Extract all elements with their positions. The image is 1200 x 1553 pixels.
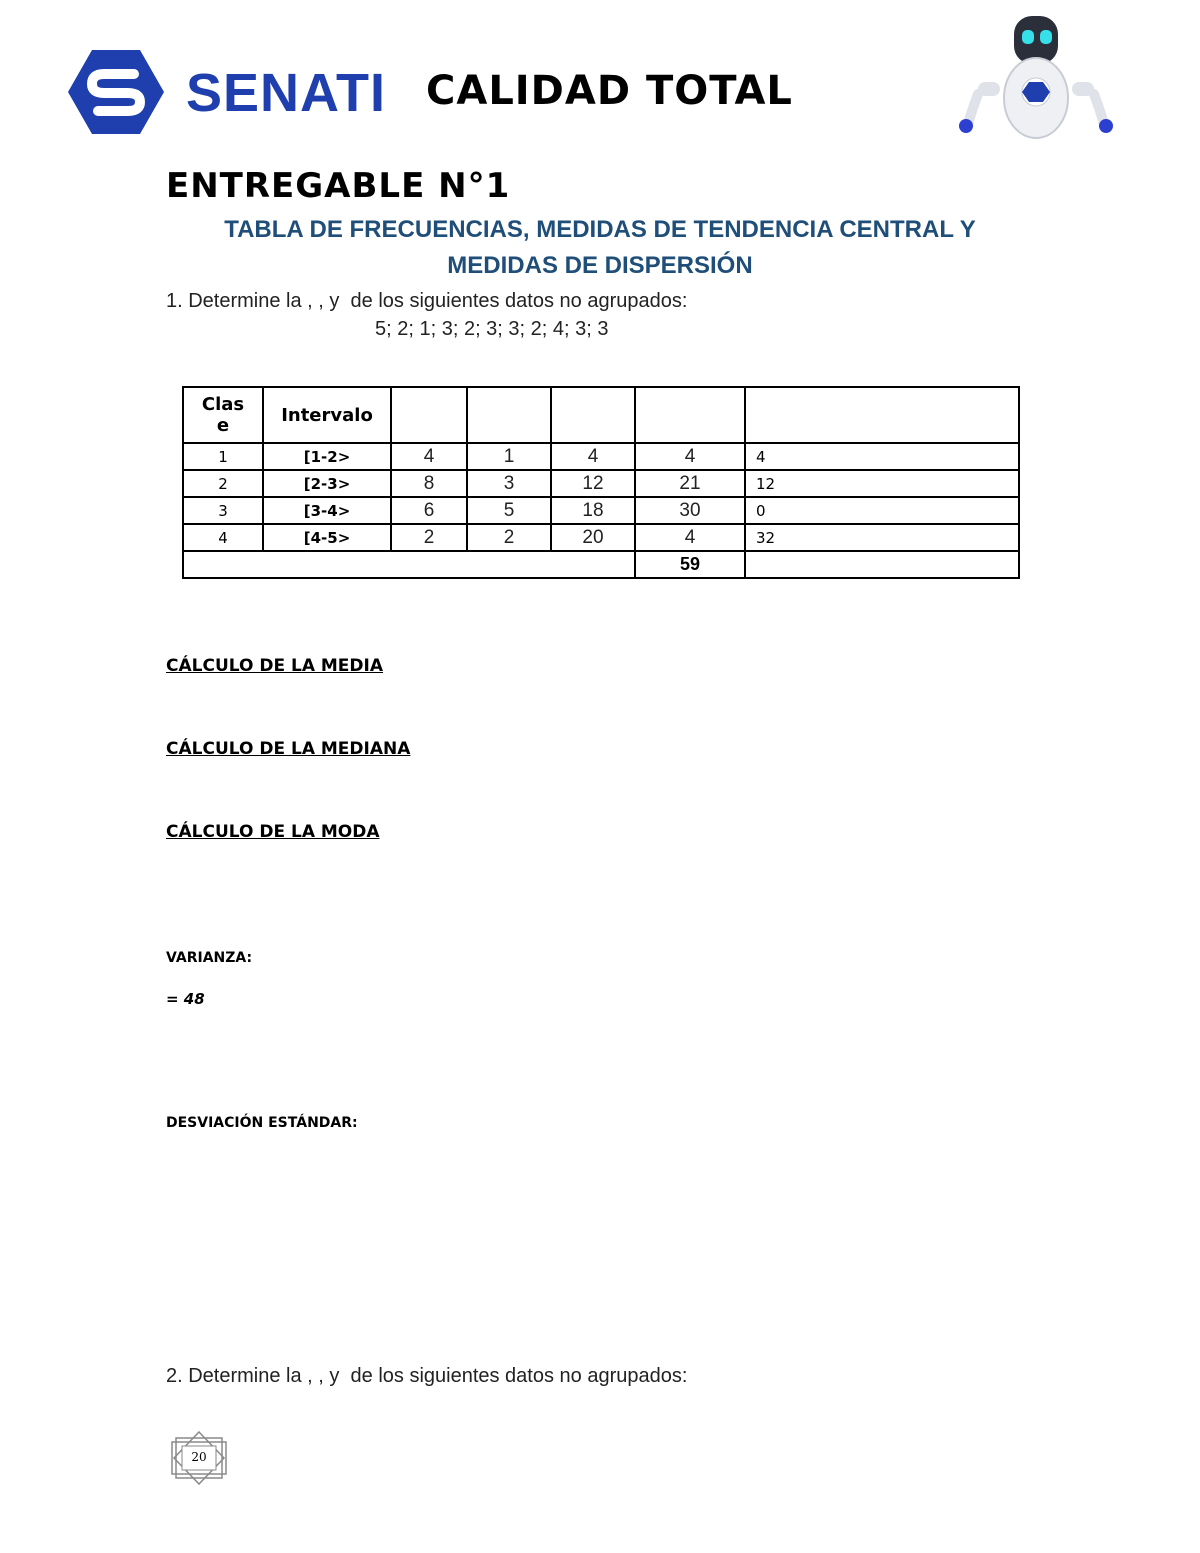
table-row xyxy=(183,524,1019,551)
subtitle-line-1: TABLA DE FRECUENCIAS, MEDIDAS DE TENDENCIA CENTRAL Y xyxy=(224,216,976,243)
cell-clase: 3 xyxy=(183,497,263,524)
cell-c7: 4 xyxy=(745,443,1019,470)
cell-intervalo: [3-4> xyxy=(263,497,391,524)
cell-c6: 21 xyxy=(635,470,745,497)
cell-c4: 1 xyxy=(467,443,551,470)
header-clase xyxy=(183,387,263,443)
header-clase-line2: e xyxy=(216,415,230,436)
desviacion-label: DESVIACIÓN ESTÁNDAR: xyxy=(166,1115,358,1131)
header-clase-line1: Clas xyxy=(201,394,245,415)
cell-c6: 30 xyxy=(635,497,745,524)
header-empty-4 xyxy=(467,387,551,443)
header-empty-6 xyxy=(635,387,745,443)
deliverable-title: ENTREGABLE N°1 xyxy=(166,166,511,206)
cell-c6: 4 xyxy=(635,524,745,551)
cell-c3: 6 xyxy=(391,497,467,524)
page-number: 20 xyxy=(191,1450,207,1464)
cell-intervalo: [2-3> xyxy=(263,470,391,497)
header-title: CALIDAD TOTAL xyxy=(426,68,793,114)
section-moda: CÁLCULO DE LA MODA xyxy=(166,822,380,842)
table-row xyxy=(183,443,1019,470)
table-header-row xyxy=(183,387,1019,443)
subtitle-line-2: MEDIDAS DE DISPERSIÓN xyxy=(447,252,753,279)
question-1: 1. Determine la , , y de los siguientes datos no agrupados: xyxy=(166,290,688,312)
cell-intervalo: [1-2> xyxy=(263,443,391,470)
table-total-row xyxy=(183,551,1019,578)
cell-clase: 4 xyxy=(183,524,263,551)
total-row-spacer xyxy=(183,551,635,578)
cell-c4: 2 xyxy=(467,524,551,551)
cell-intervalo: [4-5> xyxy=(263,524,391,551)
cell-c5: 4 xyxy=(551,443,635,470)
senati-logo-icon xyxy=(68,48,164,136)
header-intervalo: Intervalo xyxy=(263,387,391,443)
table-row xyxy=(183,497,1019,524)
cell-clase: 2 xyxy=(183,470,263,497)
header-empty-7 xyxy=(745,387,1019,443)
table-row xyxy=(183,470,1019,497)
question-1-data: 5; 2; 1; 3; 2; 3; 3; 2; 4; 3; 3 xyxy=(375,318,609,340)
cell-c3: 2 xyxy=(391,524,467,551)
cell-c5: 18 xyxy=(551,497,635,524)
brand-name: SENATI xyxy=(186,63,387,123)
cell-clase: 1 xyxy=(183,443,263,470)
frequency-table xyxy=(182,386,1020,579)
varianza-label: VARIANZA: xyxy=(166,950,253,966)
total-row-empty xyxy=(745,551,1019,578)
robot-mascot-icon xyxy=(948,10,1118,140)
cell-c4: 5 xyxy=(467,497,551,524)
cell-c5: 12 xyxy=(551,470,635,497)
varianza-value: = 48 xyxy=(166,990,205,1008)
cell-c5: 20 xyxy=(551,524,635,551)
cell-c4: 3 xyxy=(467,470,551,497)
question-2: 2. Determine la , , y de los siguientes datos no agrupados: xyxy=(166,1365,688,1387)
header-empty-3 xyxy=(391,387,467,443)
cell-c7: 12 xyxy=(745,470,1019,497)
header-empty-5 xyxy=(551,387,635,443)
section-media: CÁLCULO DE LA MEDIA xyxy=(166,656,384,676)
cell-c7: 0 xyxy=(745,497,1019,524)
section-mediana: CÁLCULO DE LA MEDIANA xyxy=(166,739,411,759)
cell-total: 59 xyxy=(635,551,745,578)
cell-c3: 4 xyxy=(391,443,467,470)
cell-c7: 32 xyxy=(745,524,1019,551)
cell-c6: 4 xyxy=(635,443,745,470)
cell-c3: 8 xyxy=(391,470,467,497)
